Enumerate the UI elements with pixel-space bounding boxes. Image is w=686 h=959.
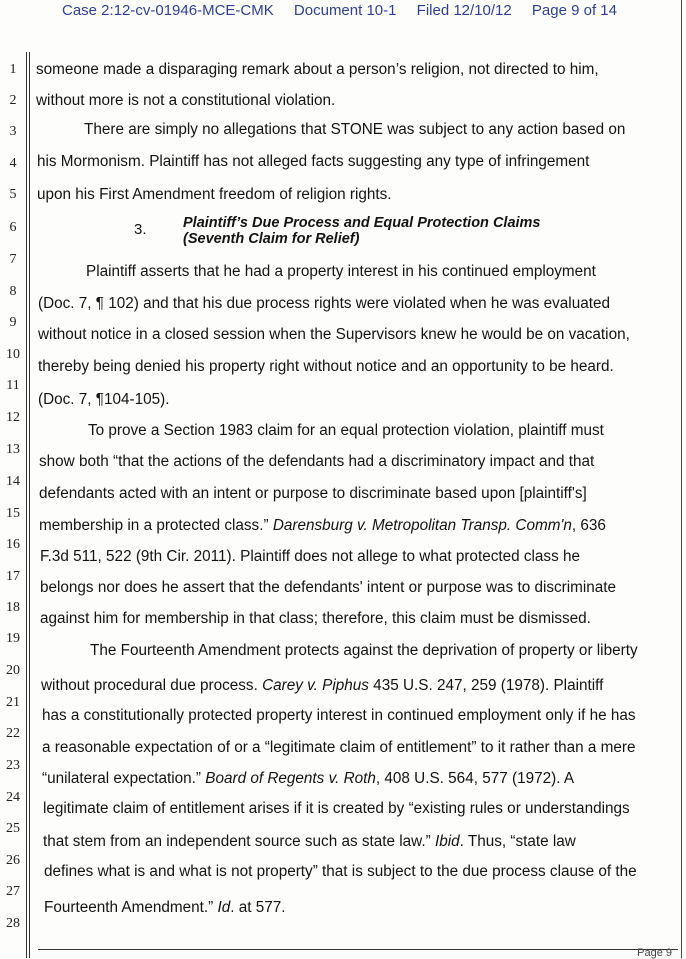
- line-number: 1: [9, 62, 17, 77]
- text-line: that stem from an independent source such as state law.” Ibid. Thus, “state law: [43, 833, 576, 850]
- line-number: 27: [6, 884, 20, 899]
- text-line: his Mormonism. Plaintiff has not alleged facts suggesting any type of infringement: [37, 153, 590, 170]
- line-number: 3: [9, 124, 17, 139]
- line-number: 10: [6, 347, 20, 362]
- filed-date: Filed 12/10/12: [416, 2, 512, 19]
- text-line: a reasonable expectation of or a “legitimate claim of entitlement” to it rather than a mere: [42, 739, 636, 756]
- line-number: 20: [6, 663, 20, 678]
- line-number: 18: [6, 600, 20, 615]
- left-margin-rule: [26, 52, 27, 958]
- text-line: thereby being denied his property right without notice and an opportunity to be heard.: [38, 358, 614, 375]
- text-line: The Fourteenth Amendment protects against the deprivation of property or liberty: [90, 642, 638, 659]
- case-citation: Board of Regents v. Roth: [205, 770, 376, 787]
- text-line: without more is not a constitutional violation.: [36, 92, 336, 109]
- text-line: defendants acted with an intent or purpose to discriminate based upon [plaintiff's]: [39, 485, 587, 502]
- text-line: There are simply no allegations that STONE was subject to any action based on: [84, 121, 626, 138]
- footer-rule: [38, 949, 678, 950]
- case-header: [62, 2, 682, 19]
- text-line: against him for membership in that class; therefore, this claim must be dismissed.: [40, 610, 591, 627]
- text-line: upon his First Amendment freedom of religion rights.: [37, 186, 392, 203]
- line-number: 13: [6, 442, 20, 457]
- text-line: Plaintiff asserts that he had a property interest in his continued employment: [86, 263, 596, 280]
- case-citation: Ibid: [434, 833, 460, 850]
- line-number: 24: [6, 790, 20, 805]
- line-number: 28: [6, 916, 20, 931]
- case-citation: Id: [217, 899, 231, 916]
- line-number: 14: [6, 474, 20, 489]
- text-line: defines what is and what is not property” that is subject to the due process clause of the: [44, 863, 637, 880]
- text-line: F.3d 511, 522 (9th Cir. 2011). Plaintiff does not allege to what protected class he: [40, 548, 580, 565]
- text-line: belongs nor does he assert that the defendants' intent or purpose was to discriminate: [40, 579, 617, 596]
- left-margin-rule-inner: [29, 52, 30, 958]
- text-line: has a constitutionally protected property interest in continued employment only if he has: [42, 707, 636, 724]
- page-indicator: Page 9 of 14: [531, 2, 617, 19]
- line-number: 15: [6, 506, 20, 521]
- line-number: 16: [6, 537, 20, 552]
- text-line: Fourteenth Amendment.” Id. at 577.: [44, 899, 286, 916]
- text-line: someone made a disparaging remark about a person’s religion, not directed to him,: [36, 61, 599, 78]
- line-number: 21: [6, 695, 20, 710]
- section-number: 3.: [134, 221, 147, 238]
- line-number: 23: [6, 758, 20, 773]
- text-line: “unilateral expectation.” Board of Regents v. Roth, 408 U.S. 564, 577 (1972). A: [42, 770, 575, 787]
- line-number: 9: [9, 315, 17, 330]
- case-citation: Darensburg v. Metropolitan Transp. Comm'n: [272, 517, 572, 534]
- text-line: show both “that the actions of the defendants had a discriminatory impact and that: [39, 453, 595, 470]
- line-number: 4: [9, 156, 17, 171]
- line-number: 6: [9, 220, 17, 235]
- section-heading: Plaintiff’s Due Process and Equal Protection Claims: [183, 215, 541, 231]
- line-number: 11: [6, 378, 20, 393]
- line-number: 12: [6, 410, 20, 425]
- line-number: 19: [6, 631, 20, 646]
- line-number: 8: [9, 284, 17, 299]
- text-line: membership in a protected class.” Darensburg v. Metropolitan Transp. Comm'n, 636: [39, 517, 606, 534]
- document-number: Document 10-1: [293, 2, 397, 19]
- case-citation: Carey v. Piphus: [262, 677, 369, 694]
- line-number: 2: [9, 93, 17, 108]
- line-number: 22: [6, 726, 20, 741]
- text-line: (Doc. 7, ¶104-105).: [38, 391, 170, 408]
- footer-page-number: Page 9: [637, 947, 672, 959]
- case-number: Case 2:12-cv-01946-MCE-CMK: [62, 2, 274, 19]
- text-line: legitimate claim of entitlement arises if it is created by “existing rules or understandings: [43, 800, 630, 817]
- text-line: To prove a Section 1983 claim for an equal protection violation, plaintiff must: [88, 422, 604, 439]
- line-number: 7: [9, 252, 17, 267]
- line-number: 5: [9, 187, 17, 202]
- line-number: 25: [6, 821, 20, 836]
- text-line: without procedural due process. Carey v. Piphus 435 U.S. 247, 259 (1978). Plaintiff: [41, 677, 604, 694]
- right-margin-rule: [681, 0, 682, 958]
- text-line: (Doc. 7, ¶ 102) and that his due process rights were violated when he was evaluated: [38, 295, 610, 312]
- line-number: 17: [6, 569, 20, 584]
- text-line: without notice in a closed session when the Supervisors knew he would be on vacation,: [38, 326, 630, 343]
- section-subheading: (Seventh Claim for Relief): [183, 231, 360, 247]
- line-number: 26: [6, 853, 20, 868]
